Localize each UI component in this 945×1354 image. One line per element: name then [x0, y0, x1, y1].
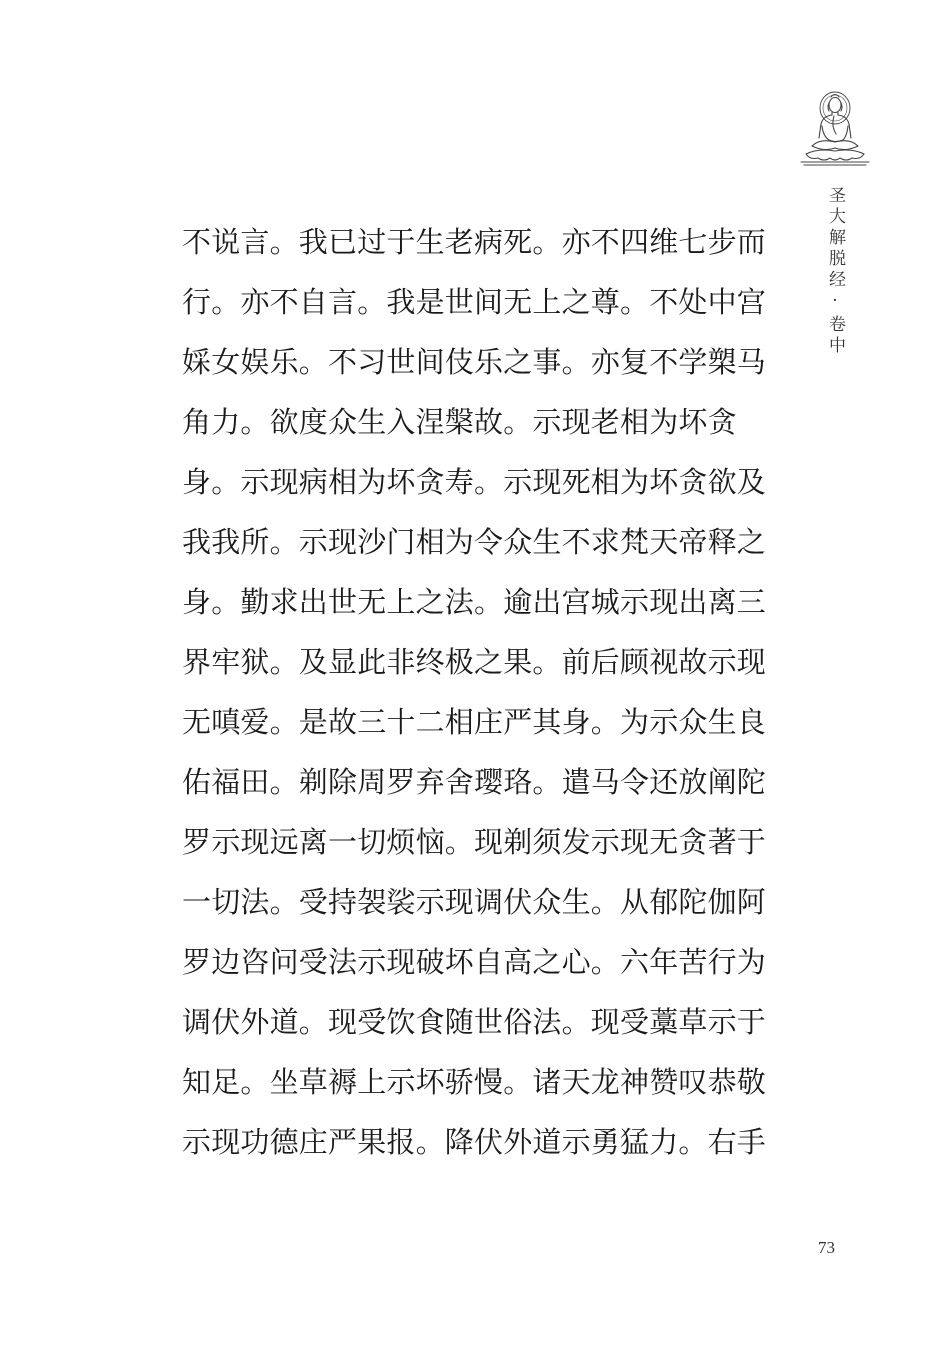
- text-line: 知足。坐草褥上示坏骄慢。诸天龙神赞叹恭敬: [182, 1065, 767, 1099]
- text-line: 佑福田。剃除周罗弃舍璎珞。遣马令还放阐陀: [182, 765, 767, 799]
- text-line: 身。示现病相为坏贪寿。示现死相为坏贪欲及: [182, 465, 767, 499]
- text-line: 婇女娱乐。不习世间伎乐之事。亦复不学槊马: [182, 345, 767, 379]
- text-line: 我我所。示现沙门相为令众生不求梵天帝释之: [182, 525, 767, 559]
- text-line: 调伏外道。现受饮食随世俗法。现受藁草示于: [182, 1005, 767, 1039]
- running-title: 圣大解脱经·卷中: [825, 186, 845, 357]
- text-line: 示现功德庄严果报。降伏外道示勇猛力。右手: [182, 1125, 767, 1159]
- text-line: 不说言。我已过于生老病死。亦不四维七步而: [182, 225, 767, 259]
- body-text: [182, 212, 772, 1172]
- text-line: 角力。欲度众生入涅槃故。示现老相为坏贪: [182, 405, 737, 439]
- text-line: 一切法。受持袈裟示现调伏众生。从郁陀伽阿: [182, 885, 767, 919]
- seated-buddha-icon: [798, 88, 872, 168]
- text-line: 无嗔爱。是故三十二相庄严其身。为示众生良: [182, 705, 767, 739]
- text-line: 身。勤求出世无上之法。逾出宫城示现出离三: [182, 585, 767, 619]
- text-line: 界牢狱。及显此非终极之果。前后顾视故示现: [182, 645, 767, 679]
- page-number: 73: [818, 1238, 835, 1257]
- text-line: 罗示现远离一切烦恼。现剃须发示现无贪著于: [182, 825, 767, 859]
- text-line: 罗边咨问受法示现破坏自高之心。六年苦行为: [182, 945, 767, 979]
- text-line: 行。亦不自言。我是世间无上之尊。不处中宫: [182, 285, 767, 319]
